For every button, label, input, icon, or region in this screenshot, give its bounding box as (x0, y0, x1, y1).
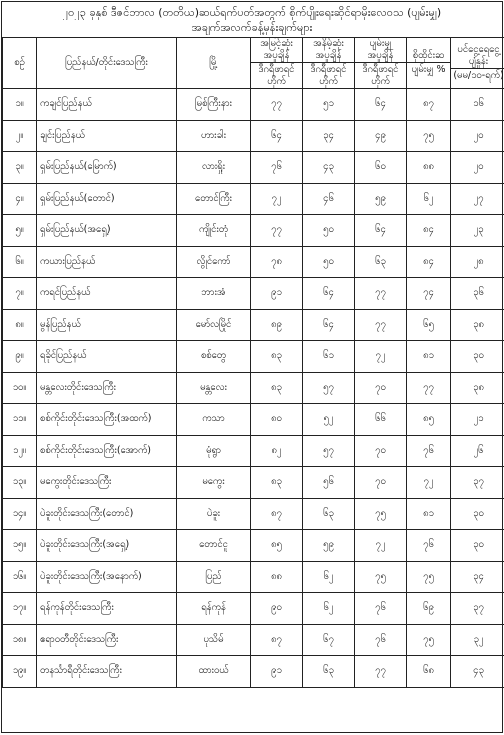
max-temp-value: ၇၆ (251, 152, 303, 184)
avg-temp-value: ၇၀ (355, 467, 407, 499)
max-temp-value: ၈၅ (251, 530, 303, 562)
max-temp-value: ၈၇ (251, 498, 303, 530)
evaporation-value: ၃၇ (451, 593, 504, 625)
humidity-value: ၈၁ (407, 498, 451, 530)
header-evaporation (451, 38, 504, 89)
header-avg-temp-label: ပျမ်းမျှ အပူချိန် (368, 38, 394, 61)
avg-temp-value: ၆၀ (355, 152, 407, 184)
region-name: ရှမ်းပြည်နယ်(တောင်) (37, 183, 177, 215)
table-row (3, 593, 504, 625)
header-evap-unit: (မမ/၁၀-ရက်) (451, 68, 504, 82)
title-line-1: ၂၀၂၃ ခုနှစ် ဒီဇင်ဘာလ (တတိယ)ဆယ်ရက်ပတ်အတွက် စိုက်ပျိုးရေးဆိုင်ရာမိုးလေဝသ (ပျမ်းမျှ) (8, 5, 496, 20)
region-name: ရှမ်းပြည်နယ်(မြောက်) (37, 152, 177, 184)
table-row (3, 120, 504, 152)
row-number: ၇။ (3, 278, 37, 310)
table-row (3, 467, 504, 499)
min-temp-value: ၆၄ (303, 309, 355, 341)
city-name: မန္တလေး (177, 372, 251, 404)
region-name: ကရင်ပြည်နယ် (37, 278, 177, 310)
avg-temp-value: ၄၉ (355, 120, 407, 152)
city-name: လွိုင်ကော် (177, 246, 251, 278)
evaporation-value: ၃၇ (451, 467, 504, 499)
city-name: မော်လမြိုင် (177, 309, 251, 341)
avg-temp-value: ၇၆ (355, 593, 407, 625)
city-name: တောင်ကြီး (177, 183, 251, 215)
row-number: ၈။ (3, 309, 37, 341)
row-number: ၃။ (3, 152, 37, 184)
header-region: ပြည်နယ်/တိုင်းဒေသကြီး (37, 38, 177, 89)
evaporation-value: ၂၇ (451, 183, 504, 215)
table-row (3, 341, 504, 373)
humidity-value: ၇၄ (407, 278, 451, 310)
table-body (3, 89, 504, 688)
avg-temp-value: ၆၃ (355, 246, 407, 278)
city-name: ပုသိမ် (177, 624, 251, 656)
avg-temp-value: ၇၆ (355, 624, 407, 656)
table-header-row (3, 38, 504, 89)
min-temp-value: ၅၀ (303, 246, 355, 278)
city-name: တောင်ငူ (177, 530, 251, 562)
evaporation-value: ၂၀ (451, 152, 504, 184)
evaporation-value: ၃၀ (451, 530, 504, 562)
row-number: ၁၁။ (3, 404, 37, 436)
min-temp-value: ၆၂ (303, 561, 355, 593)
avg-temp-value: ၇၀ (355, 372, 407, 404)
region-name: ပဲခူးတိုင်းဒေသကြီး(တောင်) (37, 498, 177, 530)
row-number: ၁၅။ (3, 530, 37, 562)
document-title (2, 2, 502, 37)
avg-temp-value: ၅၉ (355, 183, 407, 215)
region-name: ရှမ်းပြည်နယ်(အရှေ့) (37, 215, 177, 247)
table-row (3, 561, 504, 593)
humidity-value: ၆၅ (407, 309, 451, 341)
table-row (3, 372, 504, 404)
table-row (3, 89, 504, 121)
min-temp-value: ၆၇ (303, 624, 355, 656)
region-name: ပဲခူးတိုင်းဒေသကြီး(အနောက်) (37, 561, 177, 593)
row-number: ၂။ (3, 120, 37, 152)
avg-temp-value: ၇၇ (355, 278, 407, 310)
humidity-value: ၇၆ (407, 435, 451, 467)
min-temp-value: ၆၃ (303, 498, 355, 530)
table-row (3, 656, 504, 688)
max-temp-value: ၇၇ (251, 89, 303, 121)
humidity-value: ၆၂ (407, 183, 451, 215)
max-temp-value: ၇၇ (251, 215, 303, 247)
humidity-value: ၇၆ (407, 530, 451, 562)
forecast-document (1, 1, 503, 733)
max-temp-value: ၈၂ (251, 435, 303, 467)
evaporation-value: ၂၃ (451, 215, 504, 247)
row-number: ၁၂။ (3, 435, 37, 467)
evaporation-value: ၃၄ (451, 561, 504, 593)
city-name: ဟားခါး (177, 120, 251, 152)
region-name: ဧရာဝတီတိုင်းဒေသကြီး (37, 624, 177, 656)
humidity-value: ၈၈ (407, 152, 451, 184)
row-number: ၁၇။ (3, 593, 37, 625)
row-number: ၄။ (3, 183, 37, 215)
evaporation-value: ၂၈ (451, 246, 504, 278)
header-max-temp-label: အမြင့်ဆုံး အပူချိန် (260, 38, 293, 61)
evaporation-value: ၃၈ (451, 372, 504, 404)
region-name: ချင်းပြည်နယ် (37, 120, 177, 152)
region-name: ကချင်ပြည်နယ် (37, 89, 177, 121)
header-evap-label: ပင်ငွေ့ရေငွေ့ ပျံနှုန်း (457, 44, 499, 67)
table-row (3, 278, 504, 310)
max-temp-value: ၈၇ (251, 624, 303, 656)
evaporation-value: ၂၆ (451, 435, 504, 467)
min-temp-value: ၆၁ (303, 341, 355, 373)
city-name: လားရှိုး (177, 152, 251, 184)
table-row (3, 498, 504, 530)
forecast-table (2, 37, 504, 688)
row-number: ၅။ (3, 215, 37, 247)
header-min-temp (303, 38, 355, 89)
city-name: ပဲခူး (177, 498, 251, 530)
row-number: ၁၉။ (3, 656, 37, 688)
table-row (3, 624, 504, 656)
table-row (3, 309, 504, 341)
humidity-value: ၆၈ (407, 656, 451, 688)
evaporation-value: ၂၀ (451, 120, 504, 152)
max-temp-value: ၆၄ (251, 120, 303, 152)
row-number: ၁၆။ (3, 561, 37, 593)
evaporation-value: ၃၀ (451, 341, 504, 373)
min-temp-value: ၄၃ (303, 152, 355, 184)
city-name: ပြည် (177, 561, 251, 593)
table-row (3, 183, 504, 215)
table-row (3, 435, 504, 467)
max-temp-value: ၉၁ (251, 656, 303, 688)
humidity-value: ၈၁ (407, 341, 451, 373)
humidity-value: ၇၅ (407, 624, 451, 656)
humidity-value: ၇၇ (407, 372, 451, 404)
header-max-temp (251, 38, 303, 89)
evaporation-value: ၄၃ (451, 656, 504, 688)
avg-temp-value: ၇၇ (355, 309, 407, 341)
region-name: ကယားပြည်နယ် (37, 246, 177, 278)
header-humidity-unit: ပျမ်းမျှ % (407, 62, 450, 76)
avg-temp-value: ၆၄ (355, 89, 407, 121)
region-name: မွန်ပြည်နယ် (37, 309, 177, 341)
region-name: ရခိုင်ပြည်နယ် (37, 341, 177, 373)
header-humidity-label: စိုထိုင်းဆ (413, 50, 444, 61)
city-name: မြစ်ကြီးနား (177, 89, 251, 121)
max-temp-value: ၈၃ (251, 372, 303, 404)
min-temp-value: ၆၃ (303, 656, 355, 688)
max-temp-value: ၈၃ (251, 467, 303, 499)
region-name: တနင်္သာရီတိုင်းဒေသကြီး (37, 656, 177, 688)
table-row (3, 530, 504, 562)
header-avg-temp-unit: ဒီဂရီဖာရင် ဟိုက် (355, 62, 406, 88)
city-name: မုံရွာ (177, 435, 251, 467)
humidity-value: ၈၅ (407, 404, 451, 436)
region-name: ပဲခူးတိုင်းဒေသကြီး(အရှေ့) (37, 530, 177, 562)
region-name: မန္တလေးတိုင်းဒေသကြီး (37, 372, 177, 404)
row-number: ၁။ (3, 89, 37, 121)
header-no: စဉ် (3, 38, 37, 89)
avg-temp-value: ၇၂ (355, 530, 407, 562)
city-name: မကွေး (177, 467, 251, 499)
humidity-value: ၇၂ (407, 467, 451, 499)
city-name: ကသာ (177, 404, 251, 436)
max-temp-value: ၈၈ (251, 561, 303, 593)
header-humidity (407, 38, 451, 89)
table-row (3, 246, 504, 278)
avg-temp-value: ၇၅ (355, 561, 407, 593)
max-temp-value: ၉၀ (251, 593, 303, 625)
header-max-temp-unit: ဒီဂရီဖာရင် ဟိုက် (251, 62, 302, 88)
table-row (3, 404, 504, 436)
min-temp-value: ၅၂ (303, 404, 355, 436)
evaporation-value: ၃၈ (451, 309, 504, 341)
table-row (3, 215, 504, 247)
row-number: ၉။ (3, 341, 37, 373)
row-number: ၁၃။ (3, 467, 37, 499)
min-temp-value: ၄၆ (303, 183, 355, 215)
header-city: မြို့ (177, 38, 251, 89)
min-temp-value: ၆၄ (303, 278, 355, 310)
min-temp-value: ၃၄ (303, 120, 355, 152)
avg-temp-value: ၇၅ (355, 498, 407, 530)
humidity-value: ၇၅ (407, 561, 451, 593)
min-temp-value: ၅၁ (303, 89, 355, 121)
region-name: စစ်ကိုင်းတိုင်းဒေသကြီး(အောက်) (37, 435, 177, 467)
city-name: ဘားအံ (177, 278, 251, 310)
row-number: ၆။ (3, 246, 37, 278)
avg-temp-value: ၆၄ (355, 215, 407, 247)
city-name: ရန်ကုန် (177, 593, 251, 625)
humidity-value: ၈၇ (407, 89, 451, 121)
min-temp-value: ၅၇ (303, 372, 355, 404)
avg-temp-value: ၇၀ (355, 435, 407, 467)
max-temp-value: ၇၈ (251, 246, 303, 278)
evaporation-value: ၃၂ (451, 624, 504, 656)
header-avg-temp (355, 38, 407, 89)
min-temp-value: ၅၇ (303, 435, 355, 467)
humidity-value: ၈၄ (407, 246, 451, 278)
region-name: မကွေးတိုင်းဒေသကြီး (37, 467, 177, 499)
evaporation-value: ၁၆ (451, 89, 504, 121)
avg-temp-value: ၇၂ (355, 341, 407, 373)
city-name: ကျိုင်းတုံ (177, 215, 251, 247)
avg-temp-value: ၇၇ (355, 656, 407, 688)
humidity-value: ၆၉ (407, 593, 451, 625)
table-row (3, 152, 504, 184)
humidity-value: ၇၅ (407, 120, 451, 152)
max-temp-value: ၉၁ (251, 278, 303, 310)
max-temp-value: ၈၉ (251, 309, 303, 341)
evaporation-value: ၃၀ (451, 498, 504, 530)
region-name: စစ်ကိုင်းတိုင်းဒေသကြီး(အထက်) (37, 404, 177, 436)
humidity-value: ၈၄ (407, 215, 451, 247)
max-temp-value: ၇၂ (251, 183, 303, 215)
min-temp-value: ၅၀ (303, 215, 355, 247)
region-name: ရန်ကုန်တိုင်းဒေသကြီး (37, 593, 177, 625)
header-min-temp-label: အနိမ့်ဆုံး အပူချိန် (313, 38, 344, 61)
min-temp-value: ၅၉ (303, 530, 355, 562)
city-name: စစ်တွေ (177, 341, 251, 373)
row-number: ၁၀။ (3, 372, 37, 404)
avg-temp-value: ၆၆ (355, 404, 407, 436)
header-min-temp-unit: ဒီဂရီဖာရင် ဟိုက် (303, 62, 354, 88)
row-number: ၁၄။ (3, 498, 37, 530)
title-line-2: အချက်အလက်ခန့်မှန်းချက်များ (8, 20, 496, 35)
row-number: ၁၈။ (3, 624, 37, 656)
evaporation-value: ၃၆ (451, 278, 504, 310)
evaporation-value: ၂၁ (451, 404, 504, 436)
min-temp-value: ၆၂ (303, 593, 355, 625)
min-temp-value: ၅၆ (303, 467, 355, 499)
max-temp-value: ၈၀ (251, 404, 303, 436)
max-temp-value: ၈၃ (251, 341, 303, 373)
city-name: ထားဝယ် (177, 656, 251, 688)
